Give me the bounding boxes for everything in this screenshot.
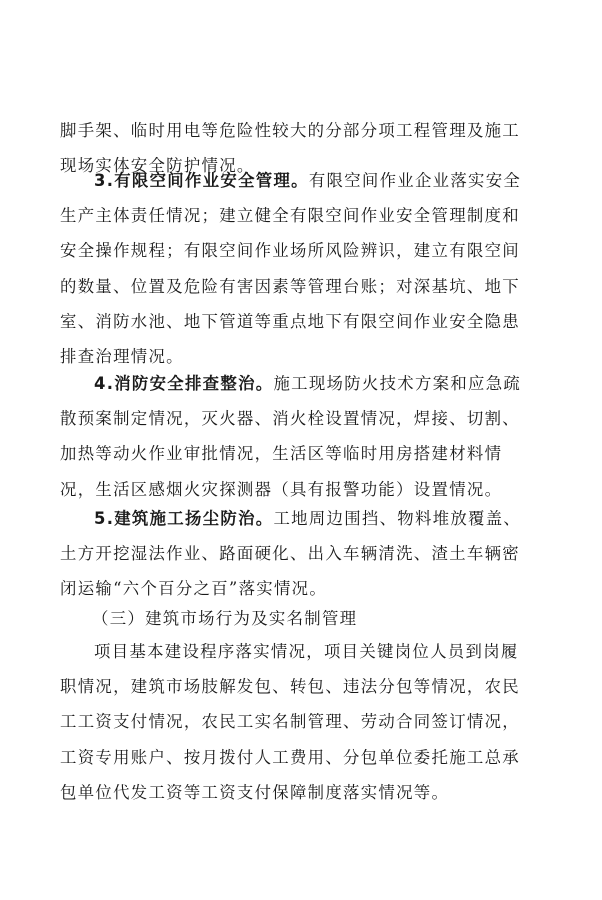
paragraph-confined-space — [60, 163, 532, 374]
paragraph-heading: 4.消防安全排查整治。 — [94, 374, 274, 393]
paragraph-text: 有限空间作业企业落实安全生产主体责任情况；建立健全有限空间作业安全管理制度和安全操作规程；有限空间作业场所风险辨识，建立有限空间的数量、位置及危险有害因素等管理台账；对深基坑、地下室、消防水池、地下管道等重点地下有限空间作业安全隐患排查治理情况。 — [60, 171, 522, 367]
paragraph-heading: 5.建筑施工扬尘防治。 — [94, 509, 274, 528]
paragraph-text: 施工现场防火技术方案和应急疏散预案制定情况，灭火器、消火栓设置情况，焊接、切割、加热等动火作业审批情况，生活区等临时用房搭建材料情况，生活区感烟火灾探测器（具有报警功能）设置情况。 — [60, 374, 522, 499]
paragraph-fire-safety — [60, 366, 534, 507]
section-heading: （三）建筑市场行为及实名制管理 — [92, 609, 358, 628]
paragraph-text: 脚手架、临时用电等危险性较大的分部分项工程管理及施工现场实体安全防护情况。 — [60, 121, 520, 176]
paragraph-market-behavior — [60, 634, 534, 810]
paragraph-heading: 3.有限空间作业安全管理。 — [94, 171, 309, 190]
paragraph-text: 工地周边围挡、物料堆放覆盖、土方开挖湿法作业、路面硬化、出入车辆清洗、渣土车辆密闭运输“六个百分之百”落实情况。 — [60, 509, 522, 599]
paragraph-dust-control — [60, 501, 530, 607]
paragraph-text: 项目基本建设程序落实情况，项目关键岗位人员到岗履职情况，建筑市场肢解发包、转包、违法分包等情况，农民工工资支付情况，农民工实名制管理、劳动合同签订情况，工资专用账户、按月拨付人工费用、分包单位委托施工总承包单位代发工资等工资支付保障制度落实情况等。 — [60, 642, 520, 802]
